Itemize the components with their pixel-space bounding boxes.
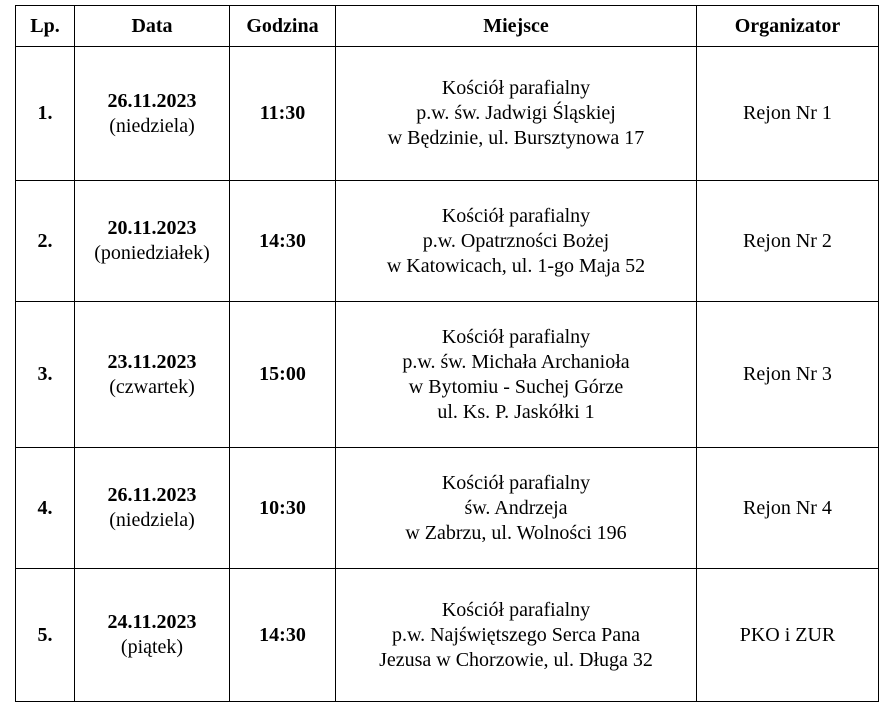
row-number: 3. [16, 302, 75, 448]
place-line: w Katowicach, ul. 1-go Maja 52 [386, 254, 646, 277]
header-row [16, 6, 879, 47]
place-line: ul. Ks. P. Jaskółki 1 [437, 400, 595, 423]
place-cell [336, 302, 697, 448]
header-date: Data [75, 6, 230, 47]
weekday: (niedziela) [109, 509, 195, 531]
place-cell [336, 181, 697, 302]
place-cell [336, 47, 697, 181]
place-line: p.w. św. Michała Archanioła [402, 350, 630, 373]
row-number: 5. [16, 569, 75, 702]
row-number: 4. [16, 448, 75, 569]
row-number: 1. [16, 47, 75, 181]
organizer-cell: Rejon Nr 1 [697, 47, 879, 181]
date-cell [75, 181, 230, 302]
place-line: p.w. Opatrzności Bożej [422, 229, 610, 252]
place-line: Jezusa w Chorzowie, ul. Długa 32 [379, 648, 653, 671]
place-line: Kościół parafialny [441, 77, 591, 99]
table-row [16, 181, 879, 302]
date-value: 26.11.2023 [107, 89, 197, 112]
table-row [16, 448, 879, 569]
weekday: (poniedziałek) [94, 242, 210, 264]
header-lp: Lp. [16, 6, 75, 47]
schedule-table [15, 5, 879, 702]
place-cell [336, 448, 697, 569]
header-organizer: Organizator [697, 6, 879, 47]
weekday: (piątek) [120, 636, 184, 658]
place-line: w Będzinie, ul. Bursztynowa 17 [387, 127, 645, 149]
place-line: w Bytomiu - Suchej Górze [408, 375, 624, 398]
date-cell [75, 302, 230, 448]
date-cell [75, 448, 230, 569]
table-row [16, 47, 879, 181]
place-line: Kościół parafialny [441, 325, 591, 348]
time-cell: 14:30 [230, 569, 336, 702]
header-time: Godzina [230, 6, 336, 47]
weekday: (czwartek) [109, 375, 195, 398]
place-line: p.w. Najświętszego Serca Pana [391, 623, 641, 646]
time-cell: 14:30 [230, 181, 336, 302]
place-line: św. Andrzeja [464, 496, 568, 519]
place-line: p.w. św. Jadwigi Śląskiej [416, 102, 616, 124]
date-value: 26.11.2023 [107, 484, 197, 506]
date-value: 20.11.2023 [107, 217, 197, 239]
date-value: 23.11.2023 [107, 350, 197, 373]
date-cell [75, 47, 230, 181]
header-place: Miejsce [336, 6, 697, 47]
table-row [16, 569, 879, 702]
row-number: 2. [16, 181, 75, 302]
place-line: Kościół parafialny [441, 598, 591, 621]
place-line: Kościół parafialny [441, 471, 591, 494]
place-cell [336, 569, 697, 702]
table-row [16, 302, 879, 448]
place-line: w Zabrzu, ul. Wolności 196 [405, 521, 627, 544]
organizer-cell: PKO i ZUR [697, 569, 879, 702]
place-line: Kościół parafialny [441, 204, 591, 227]
time-cell: 15:00 [230, 302, 336, 448]
time-cell: 10:30 [230, 448, 336, 569]
organizer-cell: Rejon Nr 2 [697, 181, 879, 302]
weekday: (niedziela) [109, 114, 195, 137]
time-cell: 11:30 [230, 47, 336, 181]
organizer-cell: Rejon Nr 4 [697, 448, 879, 569]
date-value: 24.11.2023 [107, 611, 197, 633]
date-cell [75, 569, 230, 702]
organizer-cell: Rejon Nr 3 [697, 302, 879, 448]
